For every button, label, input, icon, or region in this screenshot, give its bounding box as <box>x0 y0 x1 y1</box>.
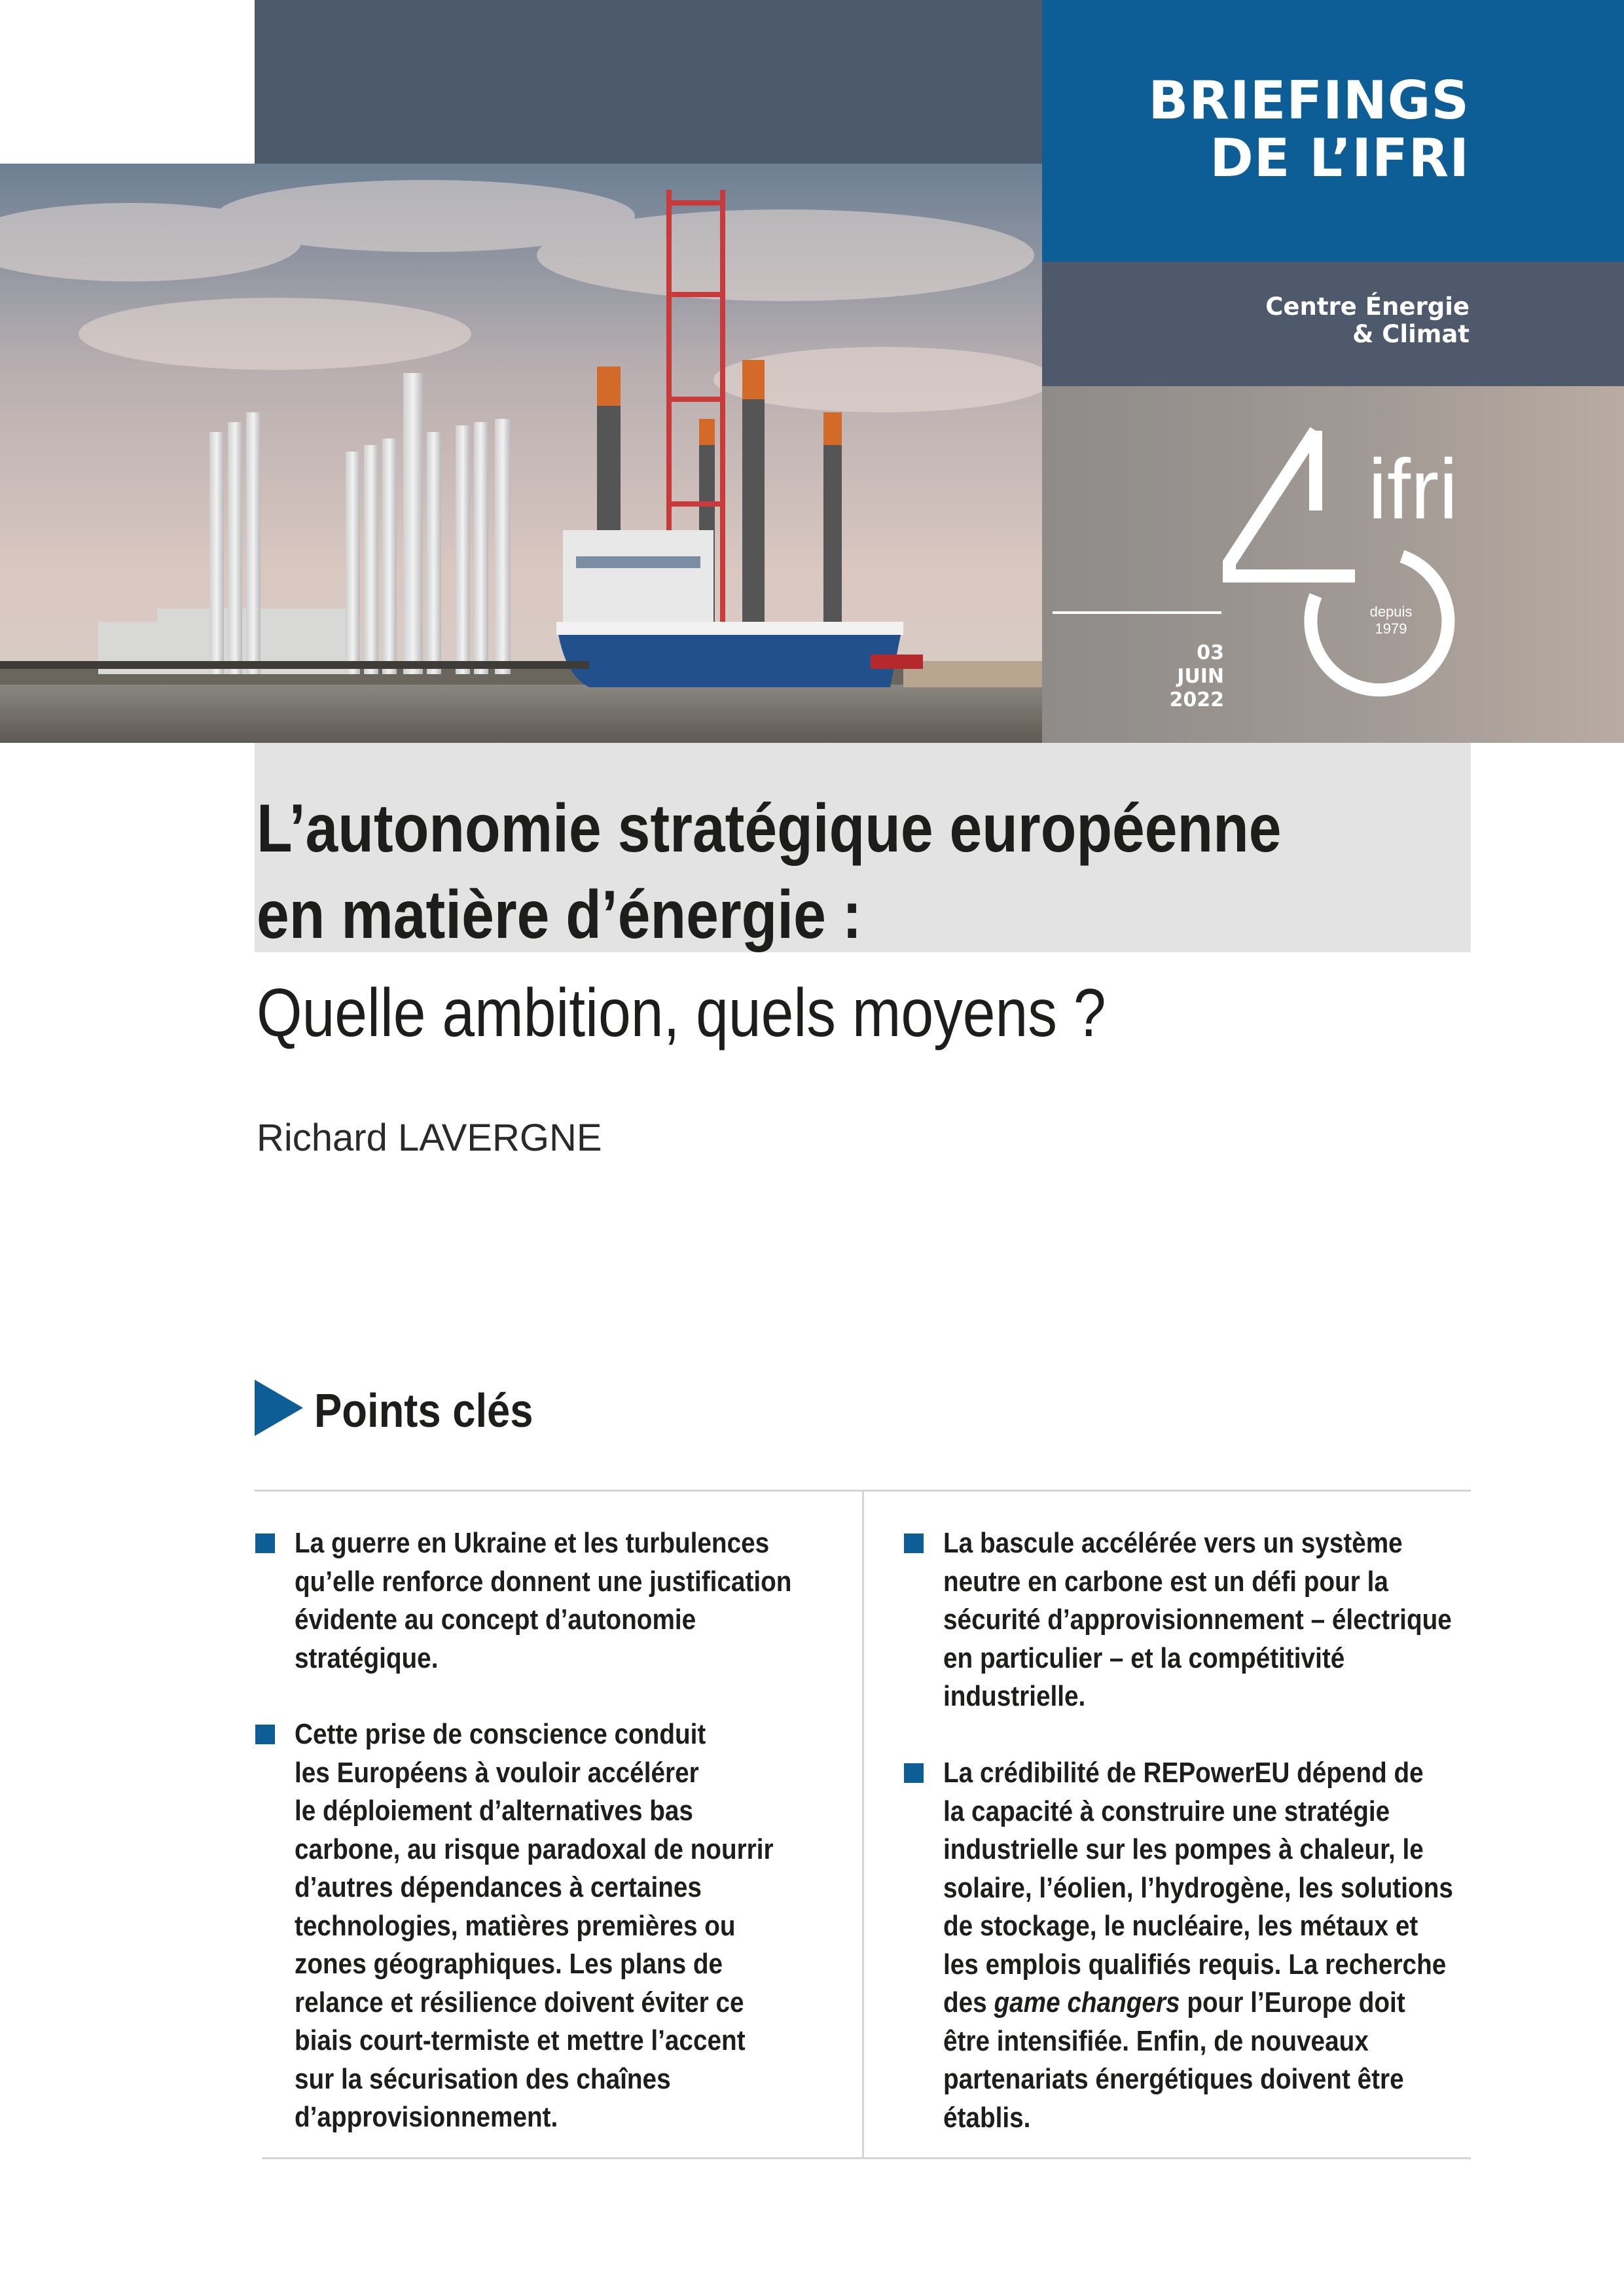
key-point-line: technologies, matières premières ou <box>295 1909 736 1942</box>
date-month: JUIN <box>1177 665 1224 688</box>
key-point-3 <box>943 1524 1598 1716</box>
logo-tag-line1: depuis <box>1369 603 1413 620</box>
bullet-square-icon <box>255 1534 275 1553</box>
centre-line1: Centre Énergie <box>1265 293 1470 321</box>
key-point-line: le déploiement d’alternatives bas <box>295 1795 693 1827</box>
cover-photo <box>0 164 1042 743</box>
key-point-line: zones géographiques. Les plans de <box>295 1948 723 1980</box>
document-title <box>257 785 1298 958</box>
key-point-line <box>943 1984 1519 2022</box>
key-points-heading: Points clés <box>314 1385 533 1437</box>
key-point-line: relance et résilience doivent éviter ce <box>295 1986 744 2018</box>
key-point-line: industrielle. <box>943 1680 1086 1712</box>
author-name: Richard LAVERGNE <box>257 1117 602 1159</box>
logo-tag-line2: 1979 <box>1375 620 1407 637</box>
key-point-4 <box>943 1754 1598 2137</box>
logo-tagline <box>1362 603 1420 637</box>
key-point-line: carbone, au risque paradoxal de nourrir <box>295 1833 774 1865</box>
ifri-40-anniversary-logo-icon <box>1218 419 1479 707</box>
publication-date <box>1152 641 1224 712</box>
bullet-square-icon <box>904 1763 924 1783</box>
key-point-1 <box>295 1524 949 1677</box>
key-point-line: partenariats énergétiques doivent être <box>943 2063 1404 2095</box>
key-point-line: les Européens à vouloir accélérer <box>295 1756 699 1789</box>
key-point-text: des <box>943 1986 994 2018</box>
key-point-line: biais court-termiste et mettre l’accent <box>295 2024 746 2056</box>
key-point-line: en particulier – et la compétitivité <box>943 1641 1345 1674</box>
key-point-line: industrielle sur les pompes à chaleur, le <box>943 1833 1424 1865</box>
key-point-line: les emplois qualifiés requis. La recherche <box>943 1948 1447 1981</box>
series-title-line1: BRIEFINGS <box>1148 70 1470 131</box>
key-point-line: d’autres dépendances à certaines <box>295 1871 702 1903</box>
key-point-line: qu’elle renforce donnent une justification <box>295 1565 792 1598</box>
key-point-line: stratégique. <box>295 1641 439 1674</box>
key-point-line: Cette prise de conscience conduit <box>295 1718 706 1750</box>
key-point-2 <box>295 1715 949 2137</box>
key-point-line: La crédibilité de REPowerEU dépend de <box>943 1757 1424 1789</box>
header-slate-band <box>255 0 1042 164</box>
key-point-line: sécurité d’approvisionnement – électrique <box>943 1604 1452 1636</box>
key-point-line: d’approvisionnement. <box>295 2101 558 2133</box>
play-arrow-icon <box>255 1380 303 1436</box>
series-title <box>1148 72 1470 187</box>
key-point-line: sur la sécurisation des chaînes <box>295 2062 671 2095</box>
key-point-text: pour l’Europe doit <box>1180 1986 1405 2018</box>
date-rule <box>1053 611 1221 614</box>
key-point-line: évidente au concept d’autonomie <box>295 1604 696 1636</box>
title-line2: en matière d’énergie : <box>257 877 862 953</box>
key-point-italic-term: game changers <box>994 1986 1180 2018</box>
key-point-line: de stockage, le nucléaire, les métaux et <box>943 1910 1418 1942</box>
key-point-line: la capacité à construire une stratégie <box>943 1795 1390 1827</box>
logo-text: ifri <box>1368 441 1458 537</box>
title-line1: L’autonomie stratégique européenne <box>257 791 1282 867</box>
date-year: 2022 <box>1169 689 1224 711</box>
key-point-line: établis. <box>943 2101 1031 2134</box>
key-points-bottom-rule <box>262 2157 1471 2159</box>
date-day: 03 <box>1197 641 1224 664</box>
series-title-line2: DE L’IFRI <box>1210 128 1470 188</box>
centre-name <box>1265 293 1470 348</box>
key-point-line: La guerre en Ukraine et les turbulences <box>295 1527 770 1559</box>
key-point-line: La bascule accélérée vers un système <box>943 1527 1403 1559</box>
bullet-square-icon <box>904 1534 924 1553</box>
bullet-square-icon <box>255 1725 275 1744</box>
key-point-line: solaire, l’éolien, l’hydrogène, les solutions <box>943 1871 1453 1904</box>
document-subtitle: Quelle ambition, quels moyens ? <box>257 975 1106 1051</box>
key-point-line: neutre en carbone est un défi pour la <box>943 1565 1388 1598</box>
key-point-line: être intensifiée. Enfin, de nouveaux <box>943 2024 1369 2057</box>
centre-line2: & Climat <box>1352 320 1470 348</box>
